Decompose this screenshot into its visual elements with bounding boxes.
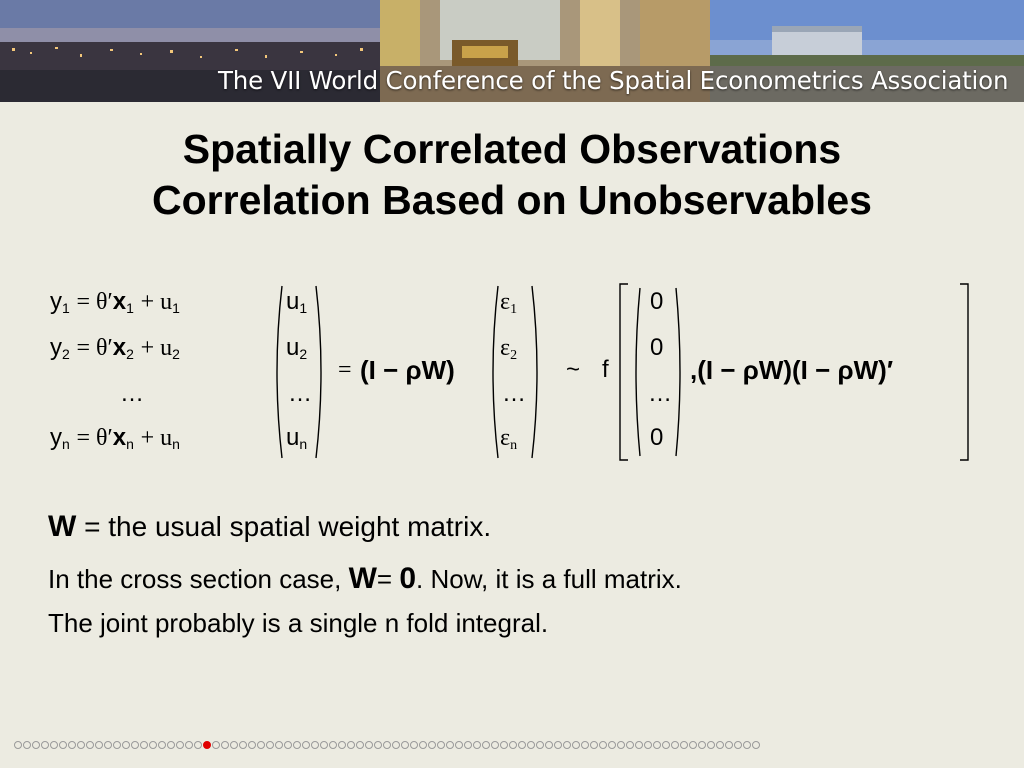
slide-dot[interactable] [653,741,661,749]
slide-dot[interactable] [707,741,715,749]
zero-vector-ellipsis: … [648,380,672,407]
slide-dot[interactable] [275,741,283,749]
zero-vector-entry-1: 0 [650,288,664,315]
text-line-1 [48,510,491,544]
epsilon-vector-entry-2: $\varepsilon_2$ [500,335,518,363]
slide-dot-current[interactable] [203,741,211,749]
slide-dot[interactable] [23,741,31,749]
conference-banner [0,0,1024,102]
slide-dot[interactable] [518,741,526,749]
slide-dot[interactable] [554,741,562,749]
slide-dot[interactable] [347,741,355,749]
epsilon-vector-ellipsis: … [502,380,526,407]
slide-dot[interactable] [329,741,337,749]
slide-dot[interactable] [365,741,373,749]
text-line-1-rest: = the usual spatial weight matrix. [76,511,492,542]
w-symbol-inline: W [348,562,377,595]
slide-dot[interactable] [185,741,193,749]
slide-dot[interactable] [113,741,121,749]
slide-dot[interactable] [221,741,229,749]
slide-dot[interactable] [662,741,670,749]
equation-row-n: $y_n = \theta'x_n + u_n$ [50,424,180,452]
spatial-operator: (I − ρW) [360,355,455,385]
slide-dot[interactable] [167,741,175,749]
distributed-as-tilde: ~ [566,356,581,383]
equals-sign: = [338,357,352,383]
slide-dot[interactable] [293,741,301,749]
slide-dot[interactable] [590,741,598,749]
slide-dot[interactable] [131,741,139,749]
slide-dot[interactable] [716,741,724,749]
slide-dot[interactable] [383,741,391,749]
banner-title: The VII World Conference of the Spatial Econometrics Association [218,66,1009,95]
slide-dot[interactable] [428,741,436,749]
slide-title-line-1: Spatially Correlated Observations [182,126,842,172]
slide-dot[interactable] [581,741,589,749]
slide-dot[interactable] [149,741,157,749]
slide-navigation[interactable] [14,738,1014,752]
slide-dot[interactable] [122,741,130,749]
slide-dot[interactable] [599,741,607,749]
equation-row-1: $y_1 = \theta'x_1 + u_1$ [50,288,180,316]
w-symbol: W [48,510,77,543]
zero-symbol: 0 [399,562,417,595]
slide-dot[interactable] [455,741,463,749]
slide-dot[interactable] [239,741,247,749]
model-equation [0,270,1024,470]
slide-dot[interactable] [446,741,454,749]
slide-dot[interactable] [95,741,103,749]
u-vector-entry-n: $u_n$ [286,424,308,452]
text-line-3: The joint probably is a single n fold integral. [48,608,549,638]
slide-dot[interactable] [509,741,517,749]
u-vector-entry-2: $u_2$ [286,334,308,362]
slide-dot[interactable] [41,741,49,749]
slide-dot[interactable] [212,741,220,749]
slide-dot[interactable] [401,741,409,749]
slide-dot[interactable] [743,741,751,749]
epsilon-vector-entry-1: $\varepsilon_1$ [500,289,518,317]
slide-dot[interactable] [473,741,481,749]
slide-dot[interactable] [356,741,364,749]
slide-dot[interactable] [140,741,148,749]
u-vector-entry-1: $u_1$ [286,288,308,316]
zero-vector-entry-2: 0 [650,334,664,361]
slide-dot[interactable] [644,741,652,749]
slide-dot[interactable] [311,741,319,749]
slide-dot[interactable] [734,741,742,749]
slide-dot[interactable] [671,741,679,749]
slide-dot[interactable] [482,741,490,749]
slide-dot[interactable] [626,741,634,749]
slide-dot[interactable] [302,741,310,749]
slide-dot[interactable] [338,741,346,749]
slide-dot[interactable] [68,741,76,749]
slide-dot[interactable] [32,741,40,749]
slide-dot[interactable] [419,741,427,749]
equation-row-ellipsis: … [120,380,144,407]
slide-dot[interactable] [689,741,697,749]
u-vector-ellipsis: … [288,380,312,407]
slide-dot[interactable] [104,741,112,749]
slide-dot[interactable] [50,741,58,749]
zero-vector-entry-n: 0 [650,424,664,451]
slide-dot[interactable] [680,741,688,749]
slide-dot[interactable] [248,741,256,749]
covariance-matrix: ,(I − ρW)(I − ρW)′ [690,355,894,385]
slide-dot[interactable] [572,741,580,749]
slide-dot[interactable] [500,741,508,749]
equation-row-2: $y_2 = \theta'x_2 + u_2$ [50,334,180,362]
slide-dot[interactable] [158,741,166,749]
slide-dot[interactable] [752,741,760,749]
slide-dot[interactable] [230,741,238,749]
slide-dot[interactable] [698,741,706,749]
slide-dot[interactable] [392,741,400,749]
slide-dot[interactable] [545,741,553,749]
slide-dot[interactable] [257,741,265,749]
slide-dot[interactable] [320,741,328,749]
slide-dot[interactable] [563,741,571,749]
slide-dot[interactable] [176,741,184,749]
slide-dot[interactable] [284,741,292,749]
slide-dot[interactable] [86,741,94,749]
density-f: f [602,356,609,383]
slide-dot[interactable] [491,741,499,749]
slide-dot[interactable] [59,741,67,749]
slide-dot[interactable] [77,741,85,749]
slide-dot[interactable] [617,741,625,749]
slide-title-line-2: Correlation Based on Unobservables [152,177,872,223]
slide-dot[interactable] [437,741,445,749]
slide-dot[interactable] [725,741,733,749]
slide-dot[interactable] [266,741,274,749]
slide-dot[interactable] [536,741,544,749]
slide-dot[interactable] [374,741,382,749]
text-line-2: In the cross section case, W= 0. Now, it is a full matrix. [48,562,682,595]
slide-title [0,124,1024,226]
slide-dot[interactable] [527,741,535,749]
epsilon-vector-entry-n: $\varepsilon_n$ [500,425,518,453]
slide-dot[interactable] [608,741,616,749]
slide-dot[interactable] [410,741,418,749]
slide-dot[interactable] [14,741,22,749]
slide-dot[interactable] [194,741,202,749]
slide-dot[interactable] [464,741,472,749]
slide-dot[interactable] [635,741,643,749]
